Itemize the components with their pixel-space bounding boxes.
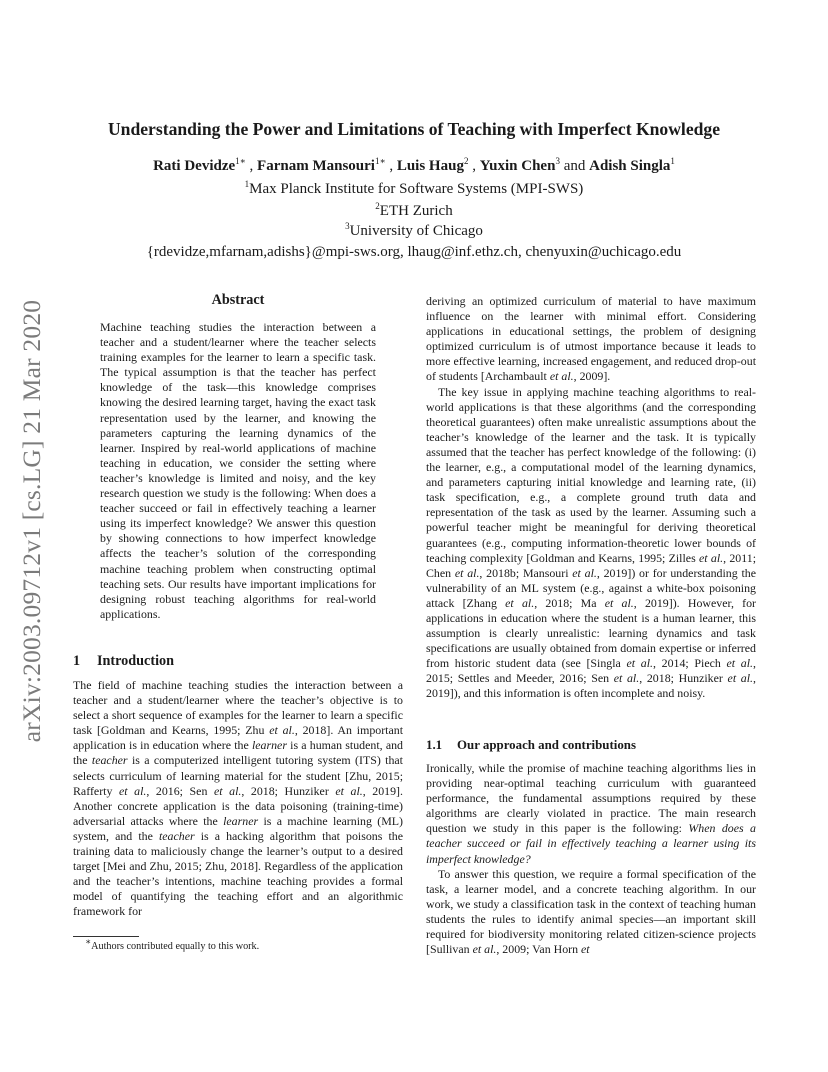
- affil-mark: 3: [345, 221, 350, 231]
- intro-body: [73, 678, 403, 920]
- author-separator: and: [559, 158, 590, 174]
- author-affil-mark: 2: [463, 156, 469, 166]
- right-column-body: [426, 294, 756, 702]
- section-heading-introduction: [73, 653, 174, 670]
- affil-mark: 2: [375, 201, 380, 211]
- author-name: Luis Haug: [396, 158, 464, 174]
- body-paragraph: To answer this question, we require a formal specification of the task, a learner model, and a concrete teaching algorithm. In our work, we study a classification task in the context of teaching human students the rules to identify animal species—an important skill required for biodiversity monitoring related citizen-science projects [Sullivan et al., 2009; Van Horn et: [426, 866, 756, 957]
- affil-text: Max Planck Institute for Software Systems (MPI-SWS): [249, 181, 584, 197]
- affiliation: [0, 181, 828, 198]
- body-paragraph: deriving an optimized curriculum of material to have maximum influence on the learner with minimal effort. Considering applications in educational settings, the problem of designing optimized curriculum is of utmost importance because it leads to more effective learning, increased engagement, and reduced drop-out of students [Archambault et al., 2009].: [426, 294, 756, 384]
- footnote-rule: [73, 936, 139, 937]
- section-number: 1: [73, 653, 81, 669]
- paper-title: Understanding the Power and Limitations of Teaching with Imperfect Knowledge: [107, 119, 721, 139]
- subsection-body: [426, 761, 756, 957]
- author-affil-mark: 3: [555, 156, 560, 166]
- abstract-body: [100, 320, 376, 622]
- author-affil-mark: 1∗: [374, 156, 386, 166]
- abstract-text: Machine teaching studies the interaction between a teacher and a student/learner where the teacher selects training examples for the learner to learn a specific task. The typical assumption is that the teacher has perfect knowledge of the task—this knowledge comprises knowing the desired learning target, having the exact task representation used by the learner, and knowing the parameters capturing the learning dynamics of the learner. Inspired by real-world applications of machine teaching in education, we consider the setting where teacher’s knowledge is limited and noisy, and the key research question we study is the following: When does a teacher succeed or fail in effectively teaching a learner using its imperfect knowledge? We answer this question by showing connections to how imperfect knowledge affects the teacher’s solution of the corresponding machine teaching problem when constructing optimal teaching sets. Our results have important implications for designing robust teaching algorithms for real-world applications.: [100, 320, 376, 621]
- footnote-text: Authors contributed equally to this work.: [91, 941, 260, 952]
- body-paragraph: Ironically, while the promise of machine teaching algorithms lies in providing near-optimal teaching curriculum with guaranteed performance, the fundamental assumptions required by these algorithms are clearly violated in practice. The main research question we study in this paper is the following: When does a teacher succeed or fail in effectively teaching a learner using its imperfect knowledge?: [426, 761, 756, 866]
- author-affil-mark: 1∗: [235, 156, 246, 166]
- intro-paragraph: The field of machine teaching studies the interaction between a teacher and a student/learner where the teacher’s objective is to select a short sequence of examples for the learner to learn a specific task [Goldman and Kearns, 1995; Zhu et al., 2018]. An important application is in education where the learner is a human student, and the teacher is a computerized intelligent tutoring system (ITS) that selects curriculum of learning material for the student [Zhu, 2015; Rafferty et al., 2016; Sen et al., 2018; Hunziker et al., 2019]. Another concrete application is the data poisoning (training-time) adversarial attacks where the learner is a machine learning (ML) system, and the teacher is a hacking algorithm that poisons the training data to maliciously change the learner’s output to a desired target [Mei and Zhu, 2015; Zhu, 2018]. Regardless of the application and the teacher’s intentions, machine teaching provides a formal model of quantifying the teaching effort and an algorithmic framework for: [73, 678, 403, 919]
- author-name: Farnam Mansouri: [257, 158, 375, 174]
- affil-mark: 1: [244, 179, 250, 189]
- author-affil-mark: 1: [670, 156, 675, 166]
- author-separator: ,: [468, 158, 480, 174]
- affiliation: [0, 203, 828, 220]
- affil-text: University of Chicago: [349, 223, 483, 239]
- author-name: Yuxin Chen: [479, 158, 556, 174]
- subsection-number: 1.1: [426, 738, 443, 752]
- footnote: [85, 936, 260, 952]
- author-separator: ,: [245, 158, 258, 174]
- subsection-title: Our approach and contributions: [457, 738, 636, 752]
- footnote-mark: ∗: [85, 936, 92, 947]
- author-list: [0, 158, 828, 175]
- author-emails: {rdevidze,mfarnam,adishs}@mpi-sws.org, lhaug@inf.ethz.ch, chenyuxin@uchicago.edu: [146, 244, 682, 260]
- author-separator: ,: [385, 158, 397, 174]
- affil-text: ETH Zurich: [379, 203, 453, 219]
- arxiv-sidebar-stamp: [14, 282, 50, 760]
- section-title: Introduction: [97, 653, 174, 669]
- subsection-heading: [426, 738, 636, 753]
- abstract-heading: Abstract: [211, 292, 265, 308]
- author-name: Rati Devidze: [153, 158, 236, 174]
- author-name: Adish Singla: [589, 158, 671, 174]
- arxiv-id: arXiv:2003.09712v1 [cs.LG] 21 Mar 2020: [17, 299, 46, 743]
- affiliation: [0, 223, 828, 240]
- body-paragraph: The key issue in applying machine teaching algorithms to real-world applications is that these algorithms (and the corresponding theoretical guarantees) often make unrealistic assumptions about the teacher’s knowledge of the learner and the task. It is typically assumed that the teacher has perfect knowledge of the following: (i) the learner, e.g., a computational model of the learning dynamics, and parameters capturing initial knowledge and learning rate, (ii) task specification, e.g., a complete ground truth data and representation of the task as used by the learner. Assuming such a powerful teacher might be meaningful for deriving theoretical guarantees (e.g., computing information-theoretic lower bounds of teaching complexity [Goldman and Kearns, 1995; Zilles et al., 2011; Chen et al., 2018b; Mansouri et al., 2019]) or for understanding the vulnerability of an ML system (e.g., against a white-box poisoning attack [Zhang et al., 2018; Ma et al., 2019]). However, for applications in education where the student is a human learner, this assumption is clearly unrealistic: learning dynamics and task specifications are usually obtained from domain expertise or inferred from historic student data (see [Singla et al., 2014; Piech et al., 2015; Settles and Meeder, 2016; Sen et al., 2018; Hunziker et al., 2019]), and this information is often incomplete and noisy.: [426, 384, 757, 701]
